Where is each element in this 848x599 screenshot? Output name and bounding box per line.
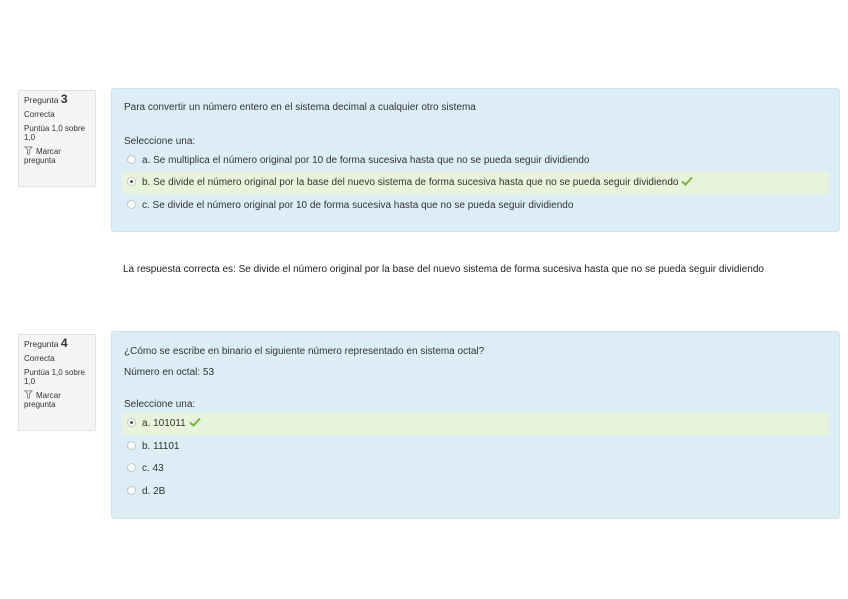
flag-icon xyxy=(24,390,33,399)
radio-button[interactable] xyxy=(127,486,136,495)
radio-button[interactable] xyxy=(127,200,136,209)
question-number: Pregunta 4 xyxy=(24,336,68,350)
radio-button[interactable] xyxy=(127,418,136,427)
question-grade: Puntúa 1,0 sobre 1,0 xyxy=(24,124,85,142)
answer-option-d[interactable]: d. 2B xyxy=(122,481,829,503)
question-info xyxy=(18,90,96,187)
question-subtext: Número en octal: 53 xyxy=(124,367,215,378)
question-content xyxy=(111,88,840,232)
question-info xyxy=(18,334,96,431)
answer-option-a[interactable]: a. 101011 xyxy=(122,413,829,435)
flag-question-link[interactable]: Marcar pregunta xyxy=(24,391,61,409)
question-text: ¿Cómo se escribe en binario el siguiente número representado en sistema octal? xyxy=(124,346,485,357)
radio-button[interactable] xyxy=(127,441,136,450)
radio-button[interactable] xyxy=(127,463,136,472)
answer-option-b[interactable]: b. Se divide el número original por la base del nuevo sistema de forma sucesiva hasta que no se pueda seguir dividiendo xyxy=(122,172,829,194)
correct-answer-feedback: La respuesta correcta es: Se divide el número original por la base del nuevo sistema de forma sucesiva hasta que no se pueda seguir dividiendo xyxy=(123,264,764,275)
answer-option-c[interactable]: c. Se divide el número original por 10 de forma sucesiva hasta que no se pueda seguir dividiendo xyxy=(122,195,829,217)
radio-button[interactable] xyxy=(127,155,136,164)
check-icon xyxy=(681,176,693,186)
answer-option-b[interactable]: b. 11101 xyxy=(122,436,829,458)
question-state: Correcta xyxy=(24,354,55,363)
radio-button[interactable] xyxy=(127,177,136,186)
answer-option-a[interactable]: a. Se multiplica el número original por 10 de forma sucesiva hasta que no se pueda seguir dividiendo xyxy=(122,150,829,172)
answer-prompt: Seleccione una: xyxy=(124,399,196,410)
answer-prompt: Seleccione una: xyxy=(124,136,196,147)
flag-question-link[interactable]: Marcar pregunta xyxy=(24,147,61,165)
question-text: Para convertir un número entero en el sistema decimal a cualquier otro sistema xyxy=(124,102,476,113)
question-number: Pregunta 3 xyxy=(24,92,68,106)
check-icon xyxy=(189,417,201,427)
answer-option-c[interactable]: c. 43 xyxy=(122,458,829,480)
question-content xyxy=(111,331,840,519)
question-state: Correcta xyxy=(24,110,55,119)
flag-icon xyxy=(24,146,33,155)
question-grade: Puntúa 1,0 sobre 1,0 xyxy=(24,368,85,386)
